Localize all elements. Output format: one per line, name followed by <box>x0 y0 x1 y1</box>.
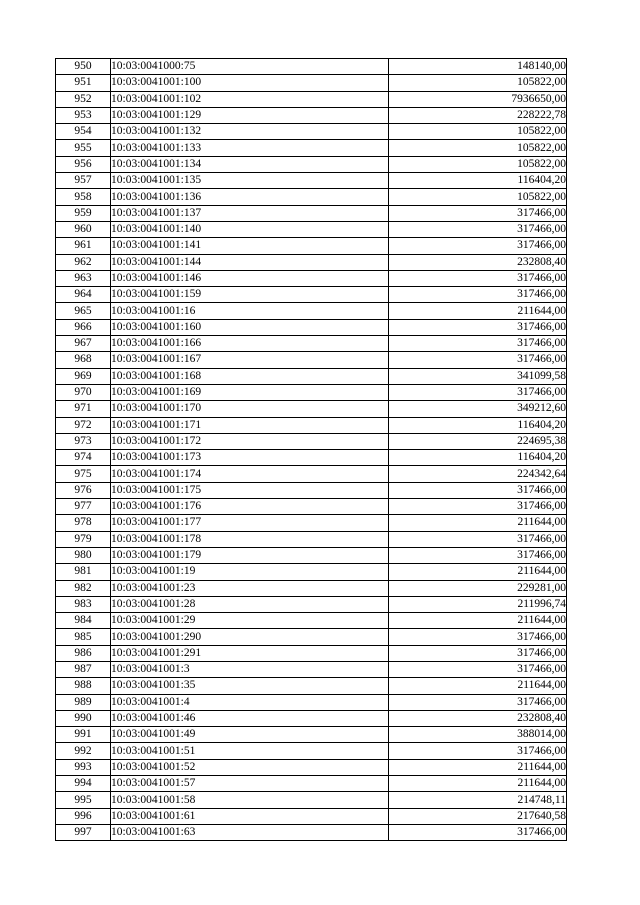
value-cell: 317466,00 <box>389 270 567 286</box>
row-number-cell: 978 <box>56 515 111 531</box>
table-row <box>56 124 567 140</box>
cadastral-number-cell: 10:03:0041001:137 <box>111 205 389 221</box>
cadastral-number-cell: 10:03:0041001:100 <box>111 75 389 91</box>
cadastral-number-cell: 10:03:0041001:171 <box>111 417 389 433</box>
table-row <box>56 384 567 400</box>
table-row <box>56 156 567 172</box>
row-number-cell: 968 <box>56 352 111 368</box>
row-number-cell: 990 <box>56 710 111 726</box>
value-cell: 317466,00 <box>389 384 567 400</box>
row-number-cell: 981 <box>56 564 111 580</box>
table-row <box>56 759 567 775</box>
value-cell: 116404,20 <box>389 417 567 433</box>
value-cell: 317466,00 <box>389 824 567 840</box>
table-row <box>56 75 567 91</box>
table-row <box>56 189 567 205</box>
table-row <box>56 727 567 743</box>
table-row <box>56 140 567 156</box>
cadastral-number-cell: 10:03:0041001:173 <box>111 450 389 466</box>
row-number-cell: 963 <box>56 270 111 286</box>
cadastral-number-cell: 10:03:0041001:168 <box>111 368 389 384</box>
row-number-cell: 984 <box>56 613 111 629</box>
cadastral-number-cell: 10:03:0041001:19 <box>111 564 389 580</box>
table-row <box>56 401 567 417</box>
value-cell: 105822,00 <box>389 189 567 205</box>
row-number-cell: 977 <box>56 499 111 515</box>
value-cell: 317466,00 <box>389 287 567 303</box>
row-number-cell: 954 <box>56 124 111 140</box>
table-row <box>56 352 567 368</box>
row-number-cell: 992 <box>56 743 111 759</box>
cadastral-number-cell: 10:03:0041001:160 <box>111 319 389 335</box>
row-number-cell: 974 <box>56 450 111 466</box>
cadastral-number-cell: 10:03:0041001:102 <box>111 91 389 107</box>
row-number-cell: 966 <box>56 319 111 335</box>
cadastral-number-cell: 10:03:0041001:159 <box>111 287 389 303</box>
table-row <box>56 205 567 221</box>
table-row <box>56 792 567 808</box>
value-cell: 148140,00 <box>389 59 567 75</box>
value-cell: 317466,00 <box>389 482 567 498</box>
row-number-cell: 985 <box>56 629 111 645</box>
value-cell: 349212,60 <box>389 401 567 417</box>
table-body <box>56 59 567 841</box>
cadastral-number-cell: 10:03:0041001:16 <box>111 303 389 319</box>
cadastral-number-cell: 10:03:0041001:174 <box>111 466 389 482</box>
value-cell: 211644,00 <box>389 759 567 775</box>
table-row <box>56 107 567 123</box>
table-row <box>56 596 567 612</box>
cadastral-number-cell: 10:03:0041001:35 <box>111 678 389 694</box>
cadastral-number-cell: 10:03:0041001:169 <box>111 384 389 400</box>
cadastral-number-cell: 10:03:0041000:75 <box>111 59 389 75</box>
row-number-cell: 987 <box>56 661 111 677</box>
value-cell: 317466,00 <box>389 645 567 661</box>
value-cell: 317466,00 <box>389 499 567 515</box>
row-number-cell: 982 <box>56 580 111 596</box>
cadastral-number-cell: 10:03:0041001:134 <box>111 156 389 172</box>
row-number-cell: 960 <box>56 221 111 237</box>
cadastral-number-cell: 10:03:0041001:179 <box>111 547 389 563</box>
value-cell: 214748,11 <box>389 792 567 808</box>
table-row <box>56 808 567 824</box>
table-row <box>56 319 567 335</box>
cadastral-number-cell: 10:03:0041001:170 <box>111 401 389 417</box>
value-cell: 228222,78 <box>389 107 567 123</box>
row-number-cell: 951 <box>56 75 111 91</box>
cadastral-number-cell: 10:03:0041001:177 <box>111 515 389 531</box>
table-row <box>56 466 567 482</box>
value-cell: 317466,00 <box>389 547 567 563</box>
row-number-cell: 962 <box>56 254 111 270</box>
table-row <box>56 547 567 563</box>
table-row <box>56 710 567 726</box>
table-row <box>56 776 567 792</box>
cadastral-number-cell: 10:03:0041001:4 <box>111 694 389 710</box>
cadastral-number-cell: 10:03:0041001:61 <box>111 808 389 824</box>
table-row <box>56 499 567 515</box>
table-row <box>56 824 567 840</box>
cadastral-number-cell: 10:03:0041001:52 <box>111 759 389 775</box>
row-number-cell: 953 <box>56 107 111 123</box>
cadastral-number-cell: 10:03:0041001:28 <box>111 596 389 612</box>
value-cell: 217640,58 <box>389 808 567 824</box>
cadastral-number-cell: 10:03:0041001:167 <box>111 352 389 368</box>
cadastral-number-cell: 10:03:0041001:132 <box>111 124 389 140</box>
table-row <box>56 629 567 645</box>
row-number-cell: 969 <box>56 368 111 384</box>
row-number-cell: 950 <box>56 59 111 75</box>
cadastral-number-cell: 10:03:0041001:133 <box>111 140 389 156</box>
row-number-cell: 976 <box>56 482 111 498</box>
cadastral-number-cell: 10:03:0041001:290 <box>111 629 389 645</box>
cadastral-number-cell: 10:03:0041001:175 <box>111 482 389 498</box>
value-cell: 224695,38 <box>389 433 567 449</box>
table-row <box>56 238 567 254</box>
cadastral-number-cell: 10:03:0041001:166 <box>111 336 389 352</box>
cadastral-number-cell: 10:03:0041001:63 <box>111 824 389 840</box>
value-cell: 105822,00 <box>389 75 567 91</box>
value-cell: 7936650,00 <box>389 91 567 107</box>
cadastral-number-cell: 10:03:0041001:176 <box>111 499 389 515</box>
cadastral-number-cell: 10:03:0041001:140 <box>111 221 389 237</box>
row-number-cell: 958 <box>56 189 111 205</box>
row-number-cell: 970 <box>56 384 111 400</box>
value-cell: 232808,40 <box>389 710 567 726</box>
row-number-cell: 964 <box>56 287 111 303</box>
table-row <box>56 515 567 531</box>
value-cell: 317466,00 <box>389 205 567 221</box>
cadastral-number-cell: 10:03:0041001:46 <box>111 710 389 726</box>
cadastral-number-cell: 10:03:0041001:23 <box>111 580 389 596</box>
cadastral-number-cell: 10:03:0041001:136 <box>111 189 389 205</box>
cadastral-number-cell: 10:03:0041001:135 <box>111 173 389 189</box>
row-number-cell: 955 <box>56 140 111 156</box>
value-cell: 317466,00 <box>389 336 567 352</box>
row-number-cell: 979 <box>56 531 111 547</box>
cadastral-number-cell: 10:03:0041001:29 <box>111 613 389 629</box>
table-row <box>56 564 567 580</box>
value-cell: 317466,00 <box>389 352 567 368</box>
cadastral-number-cell: 10:03:0041001:146 <box>111 270 389 286</box>
table-row <box>56 613 567 629</box>
value-cell: 232808,40 <box>389 254 567 270</box>
cadastral-number-cell: 10:03:0041001:141 <box>111 238 389 254</box>
value-cell: 211644,00 <box>389 303 567 319</box>
row-number-cell: 971 <box>56 401 111 417</box>
value-cell: 211644,00 <box>389 613 567 629</box>
table-row <box>56 173 567 189</box>
row-number-cell: 993 <box>56 759 111 775</box>
cadastral-number-cell: 10:03:0041001:172 <box>111 433 389 449</box>
value-cell: 224342,64 <box>389 466 567 482</box>
value-cell: 388014,00 <box>389 727 567 743</box>
cadastral-number-cell: 10:03:0041001:178 <box>111 531 389 547</box>
cadastral-number-cell: 10:03:0041001:3 <box>111 661 389 677</box>
row-number-cell: 952 <box>56 91 111 107</box>
row-number-cell: 959 <box>56 205 111 221</box>
table-row <box>56 368 567 384</box>
row-number-cell: 991 <box>56 727 111 743</box>
row-number-cell: 994 <box>56 776 111 792</box>
value-cell: 317466,00 <box>389 221 567 237</box>
table-row <box>56 254 567 270</box>
value-cell: 317466,00 <box>389 531 567 547</box>
value-cell: 105822,00 <box>389 140 567 156</box>
row-number-cell: 967 <box>56 336 111 352</box>
row-number-cell: 989 <box>56 694 111 710</box>
value-cell: 211996,74 <box>389 596 567 612</box>
value-cell: 105822,00 <box>389 124 567 140</box>
row-number-cell: 986 <box>56 645 111 661</box>
cadastral-number-cell: 10:03:0041001:58 <box>111 792 389 808</box>
row-number-cell: 975 <box>56 466 111 482</box>
value-cell: 317466,00 <box>389 629 567 645</box>
value-cell: 317466,00 <box>389 743 567 759</box>
value-cell: 229281,00 <box>389 580 567 596</box>
table-row <box>56 450 567 466</box>
value-cell: 116404,20 <box>389 450 567 466</box>
row-number-cell: 997 <box>56 824 111 840</box>
row-number-cell: 996 <box>56 808 111 824</box>
table-row <box>56 91 567 107</box>
value-cell: 341099,58 <box>389 368 567 384</box>
table-row <box>56 645 567 661</box>
cadastral-number-cell: 10:03:0041001:129 <box>111 107 389 123</box>
cadastral-value-table <box>55 58 567 841</box>
cadastral-number-cell: 10:03:0041001:51 <box>111 743 389 759</box>
row-number-cell: 983 <box>56 596 111 612</box>
table-row <box>56 531 567 547</box>
row-number-cell: 956 <box>56 156 111 172</box>
row-number-cell: 972 <box>56 417 111 433</box>
value-cell: 211644,00 <box>389 678 567 694</box>
row-number-cell: 961 <box>56 238 111 254</box>
table-row <box>56 694 567 710</box>
value-cell: 317466,00 <box>389 661 567 677</box>
table-row <box>56 678 567 694</box>
table-row <box>56 433 567 449</box>
table-row <box>56 221 567 237</box>
cadastral-number-cell: 10:03:0041001:144 <box>111 254 389 270</box>
table-row <box>56 336 567 352</box>
row-number-cell: 995 <box>56 792 111 808</box>
table-row <box>56 743 567 759</box>
table-row <box>56 287 567 303</box>
table-row <box>56 482 567 498</box>
value-cell: 211644,00 <box>389 564 567 580</box>
table-row <box>56 270 567 286</box>
row-number-cell: 980 <box>56 547 111 563</box>
value-cell: 317466,00 <box>389 694 567 710</box>
row-number-cell: 965 <box>56 303 111 319</box>
table-row <box>56 59 567 75</box>
cadastral-number-cell: 10:03:0041001:49 <box>111 727 389 743</box>
cadastral-number-cell: 10:03:0041001:57 <box>111 776 389 792</box>
table-row <box>56 417 567 433</box>
value-cell: 211644,00 <box>389 776 567 792</box>
row-number-cell: 988 <box>56 678 111 694</box>
value-cell: 317466,00 <box>389 319 567 335</box>
value-cell: 317466,00 <box>389 238 567 254</box>
value-cell: 105822,00 <box>389 156 567 172</box>
value-cell: 211644,00 <box>389 515 567 531</box>
value-cell: 116404,20 <box>389 173 567 189</box>
table-row <box>56 303 567 319</box>
table-row <box>56 661 567 677</box>
table-row <box>56 580 567 596</box>
row-number-cell: 973 <box>56 433 111 449</box>
cadastral-number-cell: 10:03:0041001:291 <box>111 645 389 661</box>
row-number-cell: 957 <box>56 173 111 189</box>
